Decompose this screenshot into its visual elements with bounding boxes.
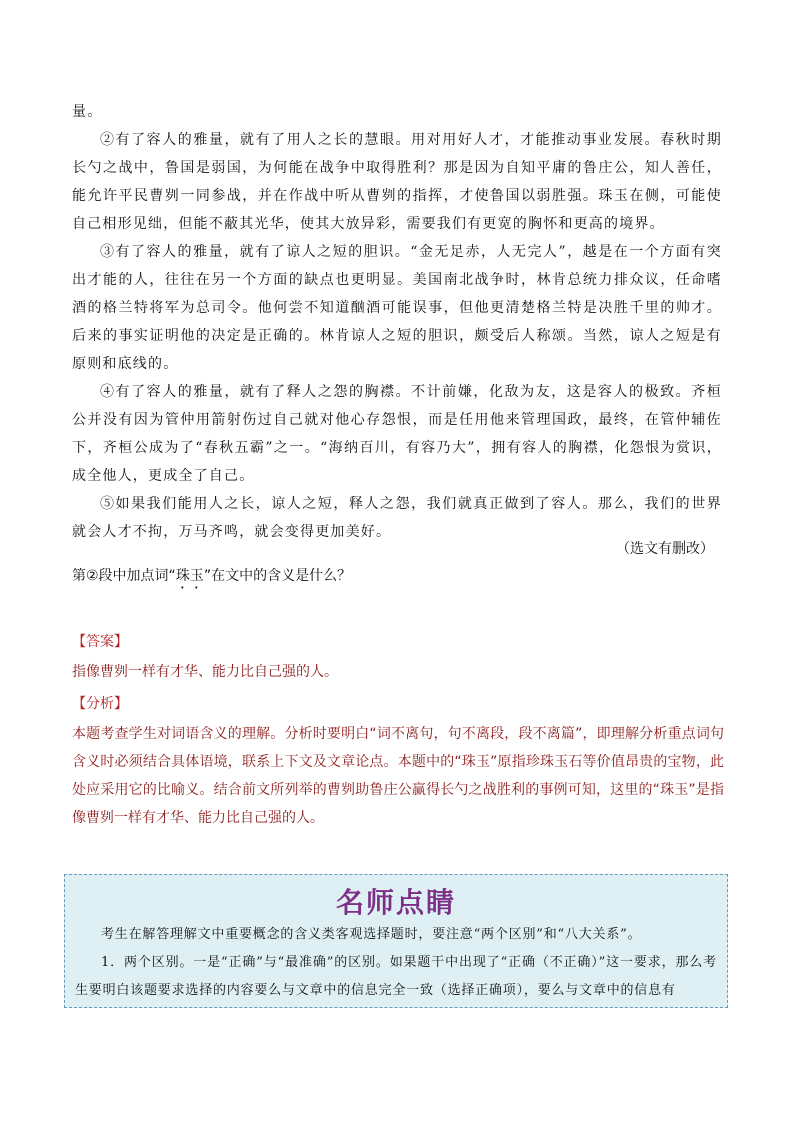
question-suffix: ”在文中的含义是什么？ [203, 568, 352, 584]
question [72, 565, 351, 592]
passage-paragraph-5: ⑤如果我们能用人之长，谅人之短，释人之怨，我们就真正做到了容人。那么，我们的世界就会人才不拘，万马齐鸣，就会变得更加美好。 [72, 496, 722, 540]
tips-box [64, 874, 728, 1008]
passage-paragraph-4: ④有了容人的雅量，就有了释人之怨的胸襟。不计前嫌，化敌为友，这是容人的极致。齐桓公并没有因为管仲用箭射伤过自己就对他心存怨恨，而是任用他来管理国政，最终，在管仲辅佐下，齐桓公成为了“春秋五霸”之一。“海纳百川，有容乃大”，拥有容人的胸襟，化怨恨为赏识，成全他人，更成全了自己。 [72, 384, 722, 484]
passage-paragraph-3: ③有了容人的雅量，就有了谅人之短的胆识。“金无足赤，人无完人”，越是在一个方面有突出才能的人，往往在另一个方面的缺点也更明显。美国南北战争时，林肯总统力排众议，任命嗜酒的格兰特将军为总司令。他何尝不知道酗酒可能误事，但他更清楚格兰特是决胜千里的帅才。后来的事实证明他的决定是正确的。林肯谅人之短的胆识，颇受后人称颂。当然，谅人之短是有原则和底线的。 [72, 244, 722, 372]
tips-paragraph-2: 1．两个区别。一是“正确”与“最准确”的区别。如果题干中出现了“正确（不正确）”这一要求，那么考生要明白该题要求选择的内容要么与文章中的信息完全一致（选择正确项），要么与文章中的信息有 [75, 955, 717, 998]
analysis-text: 本题考查学生对词语含义的理解。分析时要明白“词不离句，句不离段，段不离篇”，即理解分析重点词句含义时必须结合具体语境，联系上下文及文章论点。本题中的“珠玉”原指珍珠玉石等价值昂贵的宝物，此处应采用它的比喻义。结合前文所列举的曹刿助鲁庄公赢得长勺之战胜利的事例可知，这里的“珠玉”是指像曹刿一样有才华、能力比自己强的人。 [72, 726, 724, 826]
passage [72, 98, 722, 546]
answer-text: 指像曹刿一样有才华、能力比自己强的人。 [72, 664, 338, 680]
passage-line-0: 量。 [72, 104, 103, 120]
answer-label: 【答案】 [72, 634, 128, 650]
source-note: （选文有删改） [616, 541, 714, 557]
question-prefix: 第②段中加点词“ [72, 568, 176, 584]
tips-paragraph-1: 考生在解答理解文中重要概念的含义类客观选择题时，要注意“两个区别”和“八大关系”。 [101, 927, 642, 942]
analysis-label: 【分析】 [72, 696, 128, 712]
question-dotted-word: 珠玉 [175, 568, 204, 584]
passage-paragraph-2: ②有了容人的雅量，就有了用人之长的慧眼。用对用好人才，才能推动事业发展。春秋时期长勺之战中，鲁国是弱国，为何能在战争中取得胜利？那是因为自知平庸的鲁庄公，知人善任，能允许平民曹刿一同参战，并在作战中听从曹刿的指挥，才使鲁国以弱胜强。珠玉在侧，可能使自己相形见绌，但能不蔽其光华，使其大放异彩，需要我们有更宽的胸怀和更高的境界。 [72, 132, 722, 232]
tips-title: 名师点睛 [335, 886, 456, 919]
